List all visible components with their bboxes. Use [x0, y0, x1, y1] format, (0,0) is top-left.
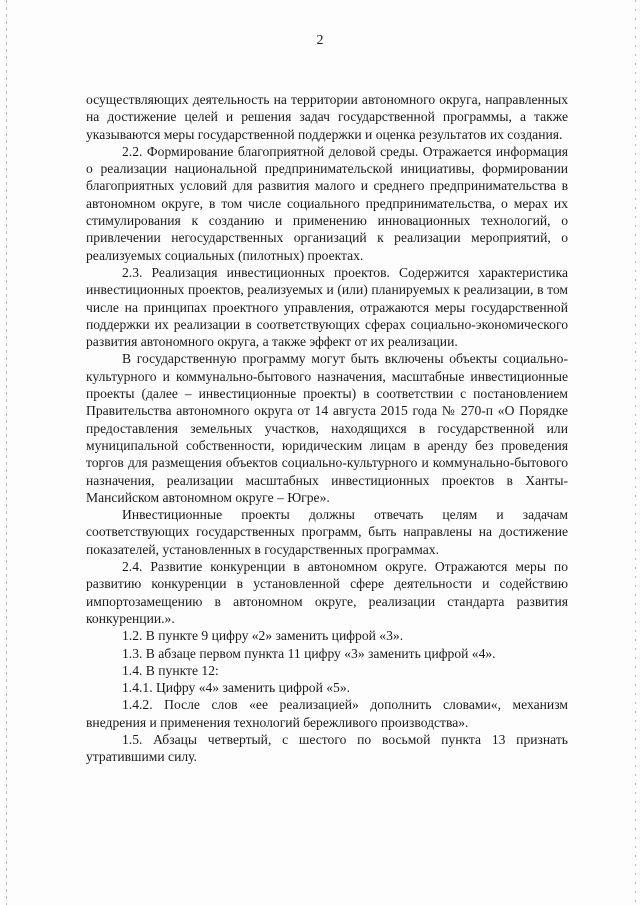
paragraph: В государственную программу могут быть включены объекты социально-культурного и коммунально-бытового назначения, масштабные инвестиционные проекты (далее – инвестиционные проекты) в соответствии с постановлением Правительства автономного округа от 14 августа 2015 года № 270-п «О Порядке предоставления земельных участков, находящихся в государственной или муниципальной собственности, юридическим лицам в аренду без проведения торгов для размещения объектов социально-культурного и коммунально-бытового назначения, реализации масштабных инвестиционных проектов в Ханты-Мансийском автономном округе – Югре».	[86, 351, 568, 505]
paragraph: 1.4. В пункте 12:	[122, 662, 219, 678]
paragraph: 1.4.1. Цифру «4» заменить цифрой «5».	[122, 680, 351, 696]
paragraph: 1.3. В абзаце первом пункта 11 цифру «3» заменить цифрой «4».	[122, 645, 496, 661]
paragraph: 2.2. Формирование благоприятной деловой среды. Отражается информация о реализации национальной предпринимательской инициативы, формировании благоприятных условий для развития малого и среднего предпринимательства в автономном округе, в том числе социального предпринимательства, о мерах их стимулирования к созданию и применению инновационных технологий, о привлечении негосударственных организаций к реализации мероприятий, о реализуемых социальных (пилотных) проектах.	[86, 143, 568, 263]
paragraph: 1.4.2. После слов «ее реализацией» дополнить словами«, механизм внедрения и применения технологий бережливого производства».	[86, 697, 568, 730]
page-number: 2	[316, 33, 324, 48]
document-body	[86, 91, 568, 766]
paragraph: 2.4. Развитие конкуренции в автономном округе. Отражаются меры по развитию конкуренции в установленной сфере деятельности и содействию импортозамещению в автономном округе, реализации стандарта развития конкуренции.».	[86, 559, 568, 626]
paragraph: 2.3. Реализация инвестиционных проектов. Содержится характеристика инвестиционных проектов, реализуемых и (или) планируемых к реализации, в том числе на принципах проектного управления, отражаются меры государственной поддержки их реализации в соответствующих сферах социально-экономического развития автономного округа, а также эффект от их реализации.	[86, 264, 568, 350]
paragraph: 1.5. Абзацы четвертый, с шестого по восьмой пункта 13 признать утратившими силу.	[86, 731, 568, 765]
scan-edge-left	[6, 0, 7, 905]
paragraph: осуществляющих деятельность на территории автономного округа, направленных на достижение целей и решения задач государственной программы, а также указываются меры государственной поддержки и оценка результатов их создания.	[86, 92, 568, 142]
paragraph: 1.2. В пункте 9 цифру «2» заменить цифрой «3».	[122, 628, 404, 644]
scan-edge-right	[635, 0, 636, 905]
paragraph: Инвестиционные проекты должны отвечать целям и задачам соответствующих государственных программ, быть направлены на достижение показателей, установленных в государственных программах.	[86, 507, 568, 557]
